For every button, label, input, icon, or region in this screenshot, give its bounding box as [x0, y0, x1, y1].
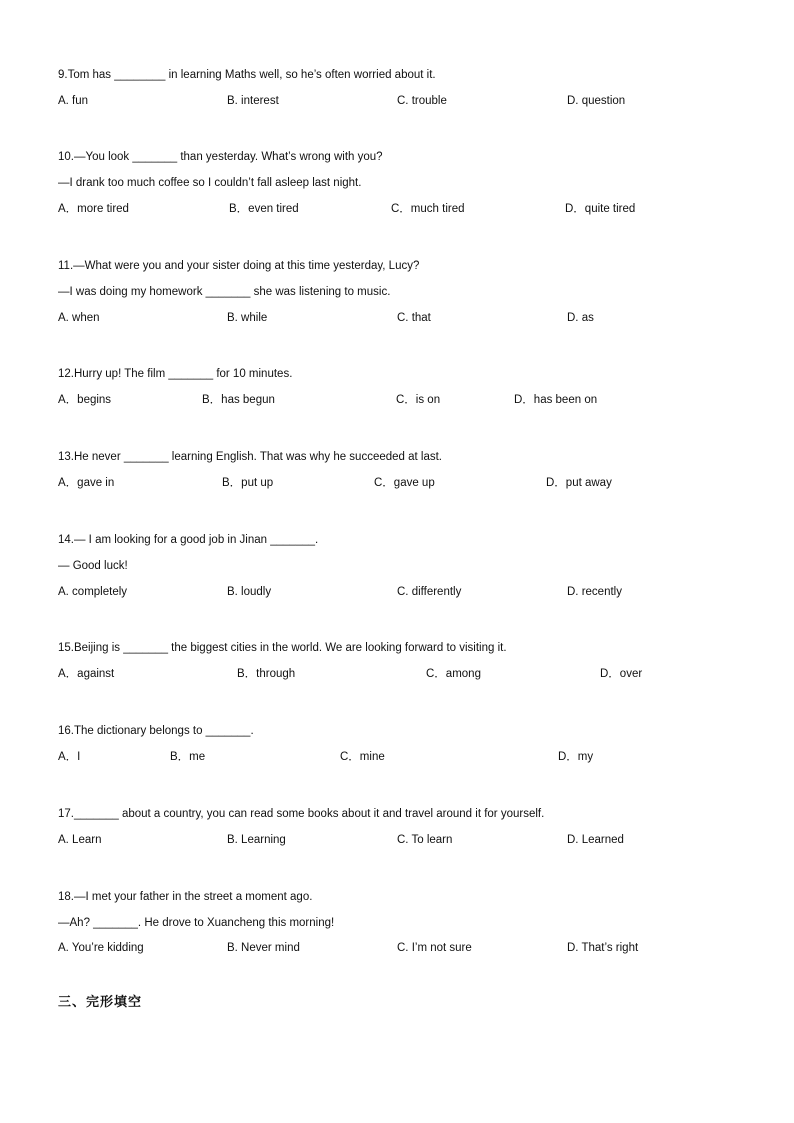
options-row	[58, 750, 758, 764]
options-row	[58, 941, 758, 955]
options-row	[58, 833, 758, 847]
option-c: C. differently	[397, 586, 462, 598]
question-stem-2: — Good luck!	[58, 560, 128, 572]
options-row	[58, 311, 758, 325]
option-b: B. Never mind	[227, 942, 300, 954]
option-c: C. trouble	[397, 95, 447, 107]
option-d: D. Learned	[567, 834, 624, 846]
option-c: C．gave up	[374, 477, 435, 489]
question-stem: 12.Hurry up! The film _______ for 10 minutes.	[58, 368, 293, 380]
option-d: D. recently	[567, 586, 622, 598]
option-c: C．mine	[340, 751, 385, 763]
option-a: A．more tired	[58, 203, 129, 215]
option-b: B. while	[227, 312, 268, 324]
option-a: A. when	[58, 312, 100, 324]
options-row	[58, 476, 758, 490]
option-c: C. that	[397, 312, 431, 324]
options-row	[58, 94, 758, 108]
options-row	[58, 667, 758, 681]
question-stem: 13.He never _______ learning English. That was why he succeeded at last.	[58, 451, 443, 463]
option-a: A. fun	[58, 95, 89, 107]
option-a: A. completely	[58, 586, 128, 598]
question-stem: 9.Tom has ________ in learning Maths well, so he’s often worried about it.	[58, 69, 436, 81]
option-b: B. Learning	[227, 834, 286, 846]
option-b: B．even tired	[229, 203, 299, 215]
question-stem: 10.—You look _______ than yesterday. What’s wrong with you?	[58, 151, 383, 163]
option-d: D. That’s right	[567, 942, 639, 954]
option-b: B．me	[170, 751, 206, 763]
option-d: D．quite tired	[565, 203, 636, 215]
option-a: A．I	[58, 751, 81, 763]
option-b: B．put up	[222, 477, 274, 489]
option-c: C. I’m not sure	[397, 942, 472, 954]
option-a: A. You’re kidding	[58, 942, 144, 954]
option-b: B. interest	[227, 95, 279, 107]
options-row	[58, 202, 758, 216]
option-d: D．put away	[546, 477, 612, 489]
question-stem: 16.The dictionary belongs to _______.	[58, 725, 254, 737]
options-row	[58, 393, 758, 407]
option-c: C．is on	[396, 394, 441, 406]
question-stem: 17._______ about a country, you can read some books about it and travel around it for yourself.	[58, 808, 545, 820]
option-d: D．has been on	[514, 394, 598, 406]
option-a: A．begins	[58, 394, 112, 406]
option-b: B. loudly	[227, 586, 272, 598]
question-stem-2: —I was doing my homework _______ she was listening to music.	[58, 286, 391, 298]
question-stem: 11.—What were you and your sister doing at this time yesterday, Lucy?	[58, 260, 420, 272]
option-d: D．my	[558, 751, 594, 763]
option-b: B．has begun	[202, 394, 275, 406]
question-stem-2: —Ah? _______. He drove to Xuancheng this morning!	[58, 917, 335, 929]
question-stem: 14.— I am looking for a good job in Jinan _______.	[58, 534, 319, 546]
section-title: 三、完形填空	[58, 995, 143, 1010]
option-c: C．among	[426, 668, 481, 680]
option-d: D．over	[600, 668, 643, 680]
option-c: C. To learn	[397, 834, 453, 846]
option-b: B．through	[237, 668, 296, 680]
question-stem-2: —I drank too much coffee so I couldn’t fall asleep last night.	[58, 177, 362, 189]
options-row	[58, 585, 758, 599]
question-stem: 18.—I met your father in the street a moment ago.	[58, 891, 313, 903]
question-stem: 15.Beijing is _______ the biggest cities in the world. We are looking forward to visiting it.	[58, 642, 507, 654]
option-a: A. Learn	[58, 834, 102, 846]
option-c: C．much tired	[391, 203, 465, 215]
option-a: A．gave in	[58, 477, 115, 489]
option-a: A．against	[58, 668, 115, 680]
option-d: D. as	[567, 312, 594, 324]
option-d: D. question	[567, 95, 626, 107]
